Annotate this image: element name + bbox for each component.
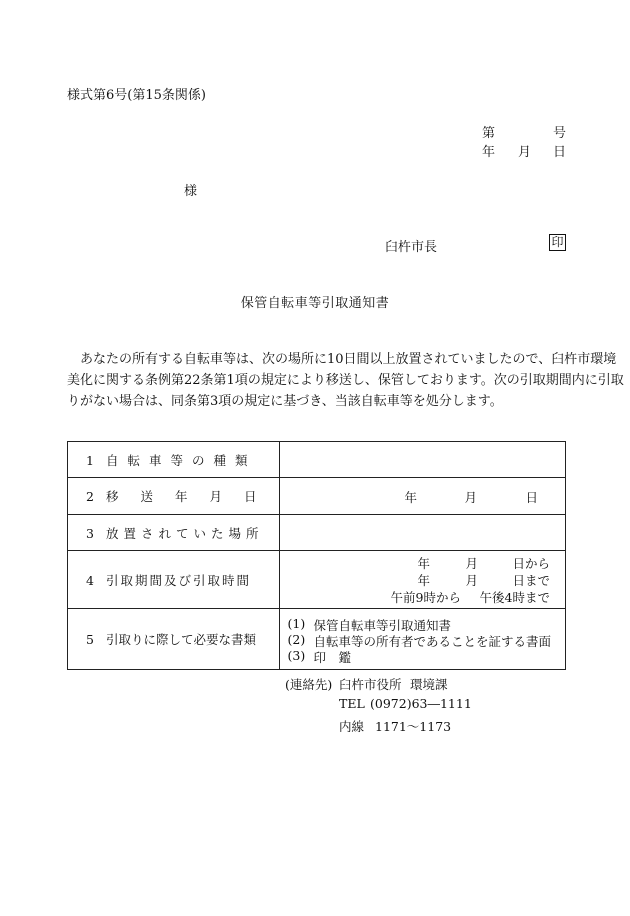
doc-item-text: 印 鑑 [313,650,352,665]
pickup-period-field [279,551,565,609]
pickup-time-from: 午前9時から [390,590,461,605]
transfer-year: 年 [404,490,418,505]
period-from-month: 月 [465,556,479,571]
tel-number: (0972)63―1111 [370,696,472,711]
date-day: 日 [553,145,567,160]
contact-office: 臼杵市役所 [339,677,402,692]
doc-item-text: 自転車等の所有者であることを証する書面 [313,634,552,649]
table-row [68,609,566,670]
table-row [68,551,566,609]
notice-body [67,349,624,412]
table-row [68,442,566,478]
table-row [68,478,566,515]
contact-label: (連絡先) [285,677,333,692]
row-label-text: 移送年月日 [106,489,279,504]
document-title: 保管自転車等引取通知書 [240,296,390,311]
row-number: 3 [86,525,94,541]
form-number: 様式第6号(第15条関係) [67,88,206,103]
row-label [68,515,280,551]
period-to-day: 日まで [512,573,551,588]
seal-stamp: 印 [549,234,566,251]
body-line: あなたの所有する自転車等は、次の場所に10日間以上放置されていましたので、臼杵市環境 [80,352,617,367]
row-label-text: 放置されていた場所 [106,525,264,541]
row-label [68,551,280,609]
pickup-time-to: 午後4時まで [479,590,550,605]
transfer-date-field [279,478,565,515]
doc-number-prefix: 第 [482,126,496,141]
doc-item-text: 保管自転車等引取通知書 [313,618,452,633]
bicycle-type-field [279,442,565,478]
row-label-text: 引取期間及び引取時間 [106,572,252,588]
row-label-text: 引取りに際して必要な書類 [106,632,257,647]
notice-table [67,441,566,670]
row-number: 1 [86,452,94,468]
tel-label: TEL [339,696,365,711]
abandoned-location-field [279,515,565,551]
issuer-name: 臼杵市長 [385,240,438,255]
doc-item-number: (2) [287,632,306,647]
row-number: 4 [86,572,94,588]
period-from-day: 日から [512,556,551,571]
row-label [68,609,280,670]
row-label [68,478,280,515]
doc-item-number: (1) [287,616,306,631]
doc-number-suffix: 号 [553,126,567,141]
row-label-text: 自転車等の種類 [106,452,257,468]
period-to-month: 月 [465,573,479,588]
required-documents-field [279,609,565,670]
body-line: りがない場合は、同条第3項の規定に基づき、当該自転車等を処分します。 [67,394,503,409]
transfer-day: 日 [525,490,539,505]
contact-department: 環境課 [410,677,448,692]
body-line: 美化に関する条例第22条第1項の規定により移送し、保管しております。次の引取期間内に引取 [67,373,624,388]
extension-label: 内線 [339,719,365,734]
period-to-year: 年 [417,573,431,588]
table-row [68,515,566,551]
date-year: 年 [482,145,496,160]
date-month: 月 [518,145,532,160]
row-label [68,442,280,478]
doc-item-number: (3) [287,648,306,663]
extension-number: 1171～1173 [375,719,452,734]
period-from-year: 年 [417,556,431,571]
transfer-month: 月 [464,490,478,505]
addressee-suffix: 様 [184,184,198,199]
row-number: 2 [86,489,94,504]
row-number: 5 [86,632,94,647]
